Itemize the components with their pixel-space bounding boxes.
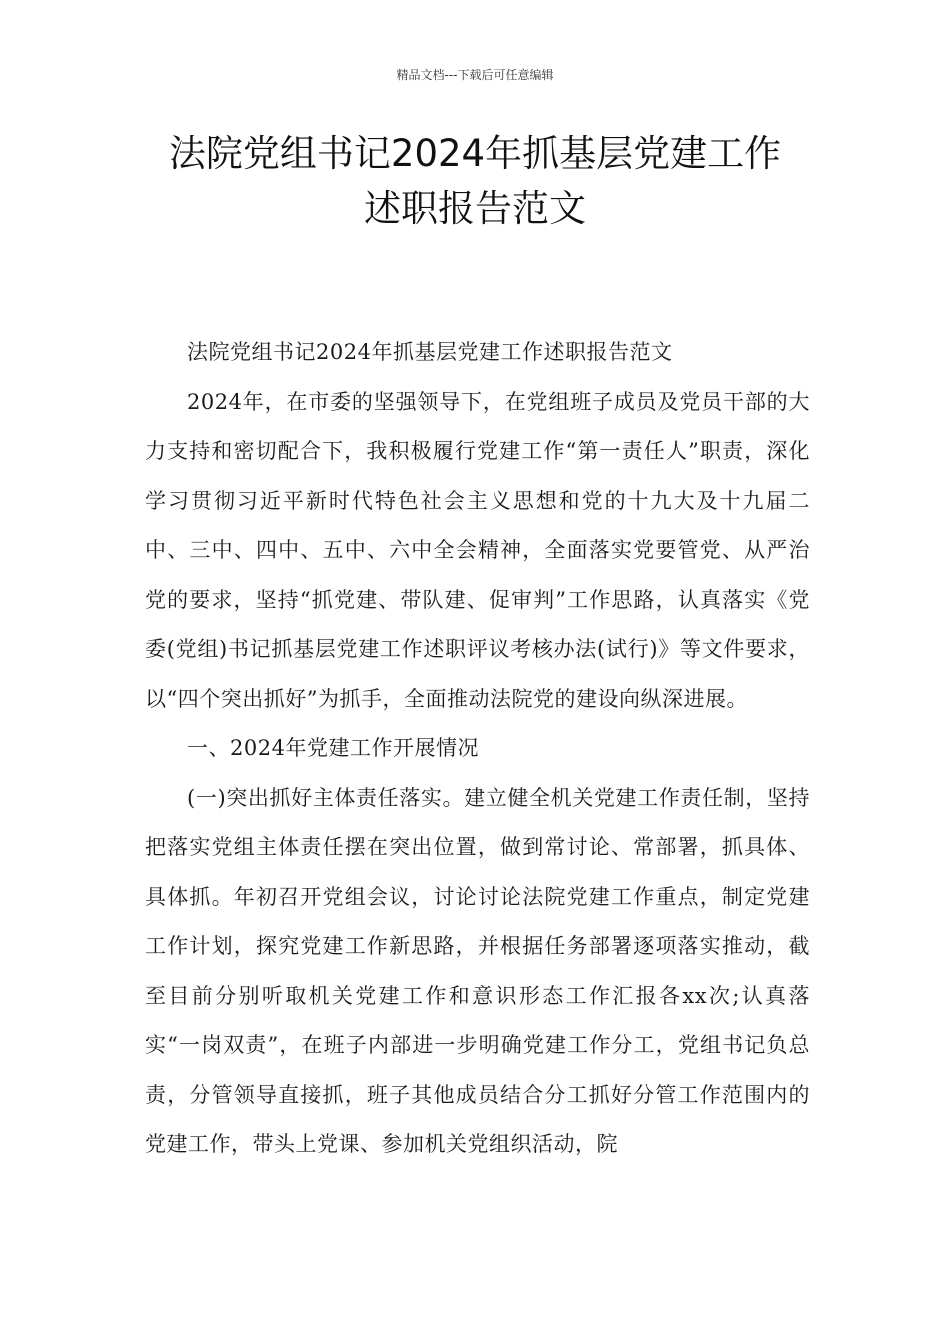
document-title <box>120 126 830 236</box>
page-header: 精品文档---下载后可任意编辑 <box>396 68 554 82</box>
intro-paragraph: 2024年，在市委的坚强领导下，在党组班子成员及党员干部的大力支持和密切配合下，我积极履行党建工作“第一责任人”职责，深化学习贯彻习近平新时代特色社会主义思想和党的十九大及十九届二中、三中、四中、五中、六中全会精神，全面落实党要管党、从严治党的要求，坚持“抓党建、带队建、促审判”工作思路，认真落实《党委(党组)书记抓基层党建工作述职评议考核办法(试行)》等文件要求，以“四个突出抓好”为抓手，全面推动法院党的建设向纵深进展。 <box>145 389 810 711</box>
document-body <box>145 328 810 1170</box>
subtitle-paragraph: 法院党组书记2024年抓基层党建工作述职报告范文 <box>187 340 673 364</box>
title-line-2: 述职报告范文 <box>364 187 586 230</box>
title-line-1: 法院党组书记2024年抓基层党建工作 <box>168 132 782 175</box>
body-paragraph: (一)突出抓好主体责任落实。建立健全机关党建工作责任制，坚持把落实党组主体责任摆在突出位置，做到常讨论、常部署，抓具体、具体抓。年初召开党组会议，讨论讨论法院党建工作重点，制定党建工作计划，探究党建工作新思路，并根据任务部署逐项落实推动，截至目前分别听取机关党建工作和意识形态工作汇报各xx次;认真落实“一岗双责”，在班子内部进一步明确党建工作分工，党组书记负总责，分管领导直接抓，班子其他成员结合分工抓好分管工作范围内的党建工作，带头上党课、参加机关党组织活动，院 <box>145 785 810 1156</box>
section-heading: 一、2024年党建工作开展情况 <box>187 736 479 760</box>
